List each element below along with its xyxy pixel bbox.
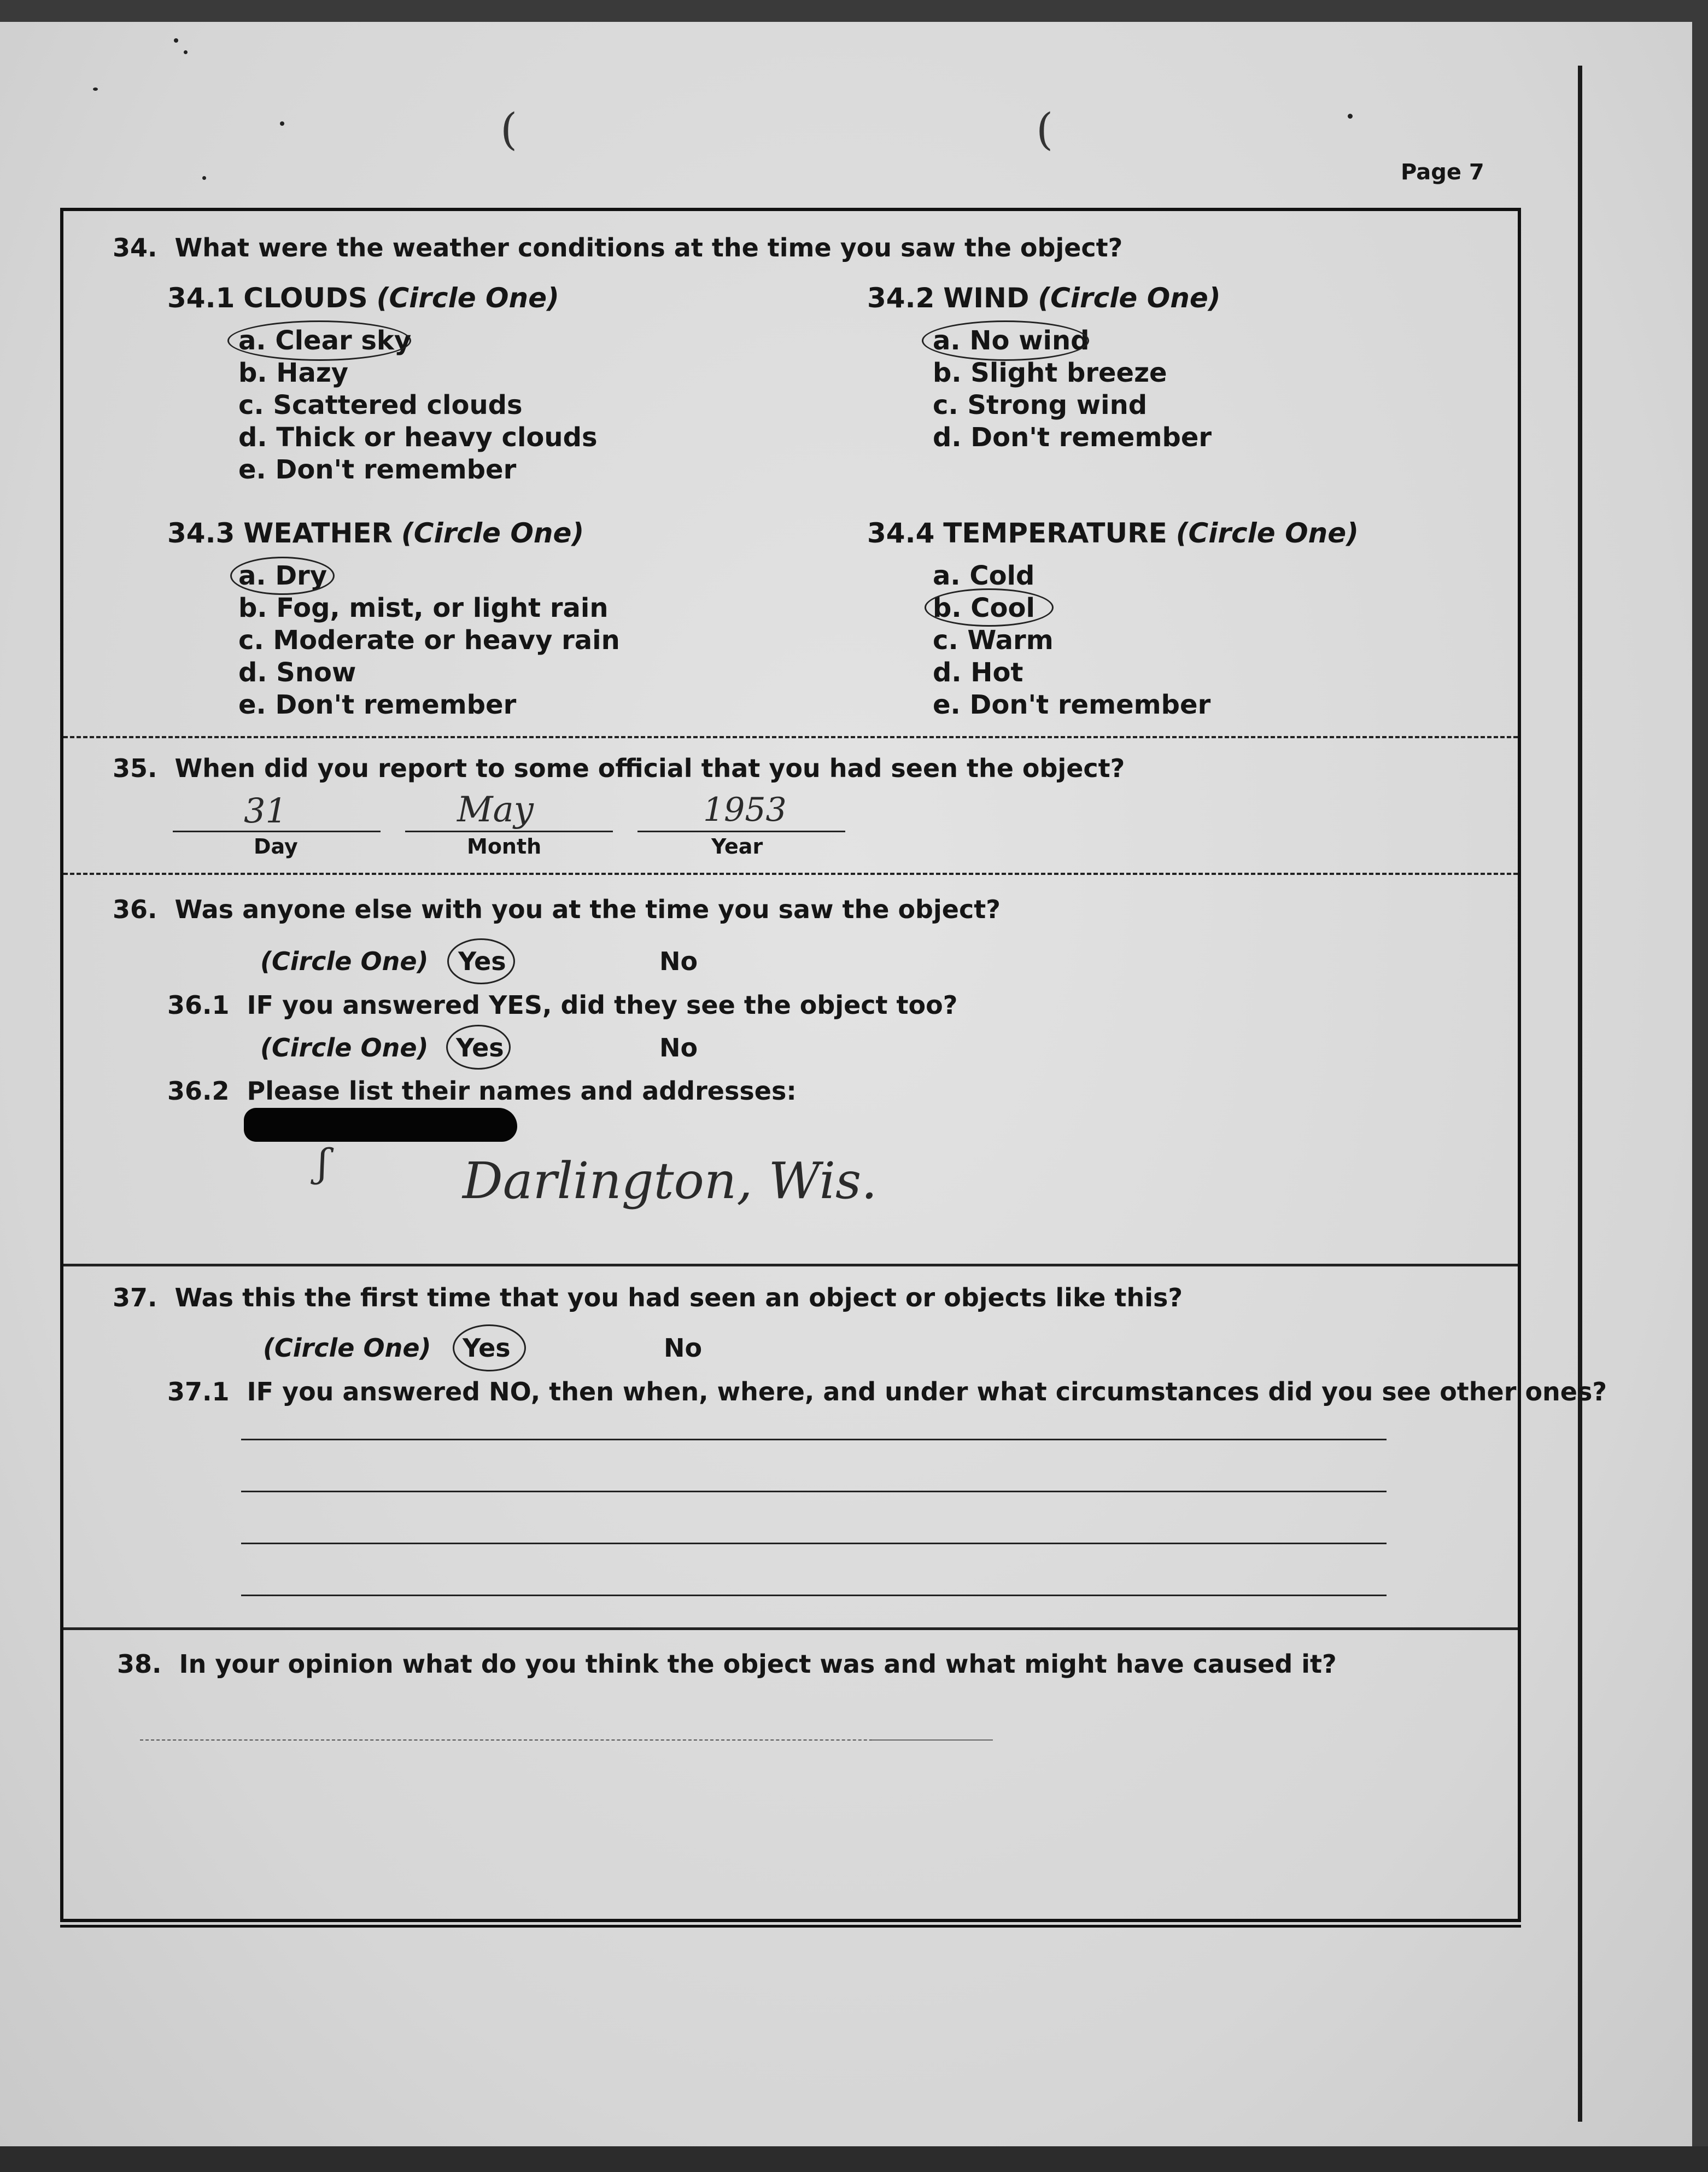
scan-speck xyxy=(280,121,284,126)
scan-speck xyxy=(184,50,188,54)
clouds-option[interactable]: d. Thick or heavy clouds xyxy=(238,422,598,453)
clouds-options xyxy=(238,325,598,486)
clouds-option[interactable]: b. Hazy xyxy=(238,358,349,388)
q36-1-yes-option[interactable]: Yes xyxy=(456,1033,504,1062)
q37-instruction: (Circle One) xyxy=(263,1333,431,1363)
faint-answer-line xyxy=(873,1739,993,1741)
faint-answer-line xyxy=(140,1739,905,1741)
weather-option[interactable]: e. Don't remember xyxy=(238,690,517,720)
scan-speck xyxy=(174,38,178,43)
temperature-option[interactable]: a. Cold xyxy=(933,560,1035,591)
year-line xyxy=(637,831,845,832)
section-divider xyxy=(63,736,1518,738)
wind-option[interactable]: c. Strong wind xyxy=(933,390,1148,421)
q37-no-option[interactable]: No xyxy=(664,1333,703,1363)
question-35: 35. When did you report to some official that you had seen the object? xyxy=(113,754,1125,783)
temperature-options xyxy=(933,560,1210,721)
weather-option[interactable]: d. Snow xyxy=(238,657,356,688)
question-36: 36. Was anyone else with you at the time you saw the object? xyxy=(113,895,1001,924)
q37-yes-option[interactable]: Yes xyxy=(463,1333,511,1363)
scan-speck xyxy=(93,87,98,91)
month-label: Month xyxy=(467,834,542,859)
answer-line[interactable] xyxy=(241,1491,1387,1492)
clouds-heading: 34.1 CLOUDS (Circle One) xyxy=(167,282,559,314)
day-line xyxy=(173,831,381,832)
question-38: 38. In your opinion what do you think the object was and what might have caused it? xyxy=(117,1649,1337,1679)
temperature-option[interactable]: d. Hot xyxy=(933,657,1023,688)
day-label: Day xyxy=(254,834,298,859)
scan-bracket-mark: ( xyxy=(500,104,518,155)
q36-yes-option[interactable]: Yes xyxy=(458,947,506,976)
year-answer[interactable]: 1953 xyxy=(703,791,787,829)
answer-line[interactable] xyxy=(241,1439,1387,1440)
answer-line[interactable] xyxy=(241,1595,1387,1596)
q36-1-no-option[interactable]: No xyxy=(659,1033,698,1062)
q36-1-instruction: (Circle One) xyxy=(260,1033,429,1062)
temperature-option[interactable]: e. Don't remember xyxy=(933,690,1211,720)
section-divider xyxy=(63,873,1518,875)
scan-speck xyxy=(202,176,206,180)
right-margin-rule xyxy=(1578,66,1582,2122)
wind-option[interactable]: b. Slight breeze xyxy=(933,358,1167,388)
question-36-2: 36.2 Please list their names and addresses: xyxy=(167,1076,797,1106)
form-frame xyxy=(60,208,1607,1922)
handwritten-address[interactable]: Darlington, Wis. xyxy=(463,1152,878,1210)
scan-speck xyxy=(1348,114,1353,119)
weather-heading: 34.3 WEATHER (Circle One) xyxy=(167,517,584,549)
temperature-heading: 34.4 TEMPERATURE (Circle One) xyxy=(867,517,1359,549)
hw-initial-mark: ʃ xyxy=(318,1141,329,1186)
year-label: Year xyxy=(711,834,763,859)
redaction-bar xyxy=(244,1108,517,1142)
question-36-1: 36.1 IF you answered YES, did they see the object too? xyxy=(167,990,958,1020)
wind-options xyxy=(933,325,1212,454)
answer-line[interactable] xyxy=(241,1543,1387,1544)
weather-option[interactable]: c. Moderate or heavy rain xyxy=(238,625,620,656)
weather-options xyxy=(238,560,620,721)
form-bottom-rule xyxy=(60,1925,1521,1928)
section-divider xyxy=(63,1264,1518,1266)
clouds-option[interactable]: a. Clear sky xyxy=(238,325,412,356)
weather-option[interactable]: b. Fog, mist, or light rain xyxy=(238,593,609,623)
weather-option[interactable]: a. Dry xyxy=(238,560,327,591)
month-answer[interactable]: May xyxy=(457,790,534,830)
section-divider xyxy=(63,1627,1518,1630)
q36-instruction: (Circle One) xyxy=(260,947,429,976)
scan-bracket-mark: ( xyxy=(1036,104,1054,155)
question-37-1: 37.1 IF you answered NO, then when, where, and under what circumstances did you see other ones? xyxy=(167,1377,1607,1406)
q36-no-option[interactable]: No xyxy=(659,947,698,976)
clouds-option[interactable]: c. Scattered clouds xyxy=(238,390,523,421)
temperature-option[interactable]: b. Cool xyxy=(933,593,1035,623)
month-line xyxy=(405,831,613,832)
scan-bottom-edge xyxy=(0,2146,1708,2172)
question-37: 37. Was this the first time that you had seen an object or objects like this? xyxy=(113,1283,1183,1312)
wind-heading: 34.2 WIND (Circle One) xyxy=(867,282,1221,314)
page-number: Page 7 xyxy=(1401,160,1484,185)
wind-option[interactable]: a. No wind xyxy=(933,325,1090,356)
day-answer[interactable]: 31 xyxy=(244,791,287,831)
temperature-option[interactable]: c. Warm xyxy=(933,625,1054,656)
question-34: 34. What were the weather conditions at the time you saw the object? xyxy=(113,233,1123,262)
clouds-option[interactable]: e. Don't remember xyxy=(238,454,517,485)
wind-option[interactable]: d. Don't remember xyxy=(933,422,1212,453)
